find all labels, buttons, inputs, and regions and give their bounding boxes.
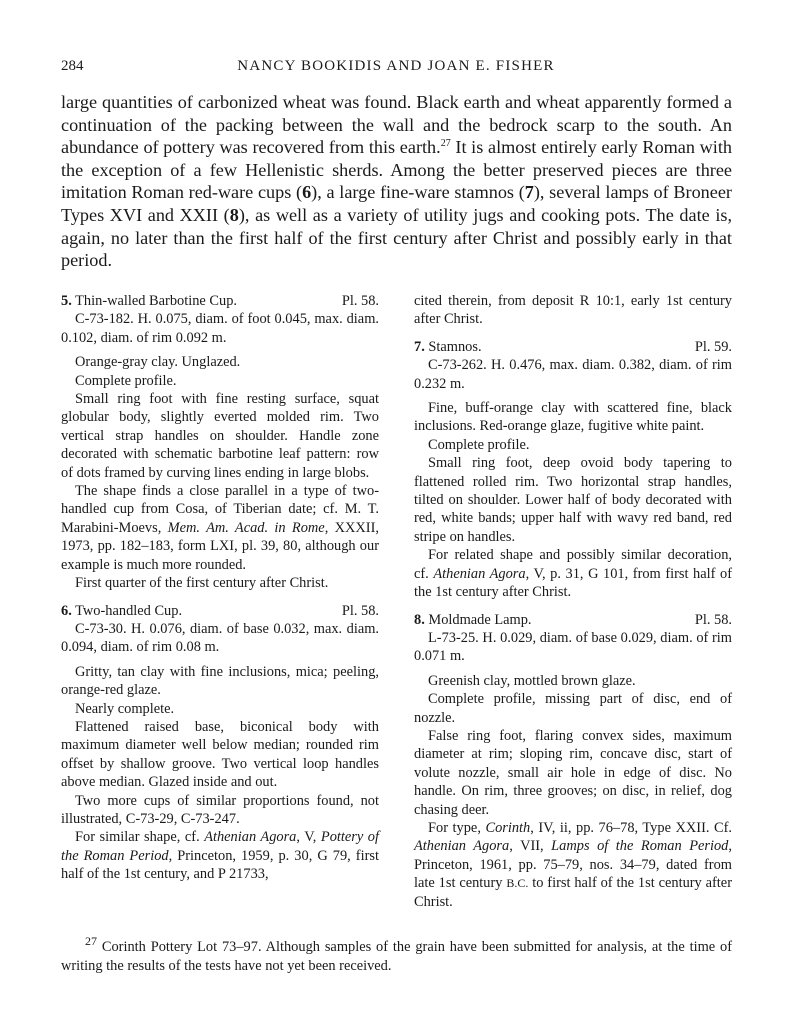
shape-description: Small ring foot with fine resting surface, squat globular body, slightly everted molded rim. Two vertical strap handles on shoulder. Handle zone decorated with schematic barbotine leaf pattern: row of dots framed by curving lines ending in large blobs. <box>61 391 379 481</box>
clay-description: Fine, buff-orange clay with scattered fine, black inclusions. Red-orange glaze, fugitive white paint. <box>414 400 732 435</box>
condition: Nearly complete. <box>75 700 175 717</box>
ref-8: 8 <box>229 204 239 225</box>
condition: Complete profile. <box>75 372 177 389</box>
catalogue-entry-7 <box>414 338 732 602</box>
left-column <box>61 292 379 893</box>
parallels: The shape finds a close parallel in a type of two-handled cup from Cosa, of Tiberian date; cf. M. T. Marabini-Moevs, Mem. Am. Acad. in Rome, XXXII, 1973, pp. 182–183, form LXI, pl. 39, 80, although our example is much more rounded. <box>61 483 379 573</box>
clay-description: Greenish clay, mottled brown glaze. <box>428 672 636 689</box>
ref-6: 6 <box>302 182 312 203</box>
condition: Complete profile. <box>428 436 530 453</box>
additional-finds: Two more cups of similar proportions found, not illustrated, C-73-29, C-73-247. <box>61 792 379 827</box>
entry-heading: 7. Stamnos. Pl. 59. <box>414 338 732 355</box>
parallels: For type, Corinth, IV, ii, pp. 76–78, Type XXII. Cf. Athenian Agora, VII, Lamps of the Roman Period, Princeton, 1961, pp. 75–79, nos. 34–79, dated from late 1st century B.C. to first half of the 1st century after Christ. <box>414 819 733 910</box>
inventory-dims: L-73-25. H. 0.029, diam. of base 0.029, diam. of rim 0.071 m. <box>414 629 732 665</box>
intro-paragraph: large quantities of carbonized wheat was found. Black earth and wheat apparently formed a continuation of the packing between the wall and the bedrock scarp to the south. An abundance of pottery was recovered from this earth.$^{27}$ It is almost entirely early Roman with the exception of a few Hellenistic sherds. Among the better preserved pieces are three imitation Roman red-ware cups (6), a large fine-ware stamnos (7), several lamps of Broneer Types XVI and XXII (8), as well as a variety of utility jugs and cooking pots. The date is, again, no later than the first half of the first century after Christ and possibly early in that period. <box>61 92 733 271</box>
catalogue-entry-5 <box>61 292 379 593</box>
entry-heading: 8. Moldmade Lamp. Pl. 58. <box>414 611 732 628</box>
entry-heading: 6. Two-handled Cup. Pl. 58. <box>61 602 379 619</box>
parallels: For related shape and possibly similar decoration, cf. Athenian Agora, V, p. 31, G 101, from first half of the 1st century after Christ. <box>414 547 732 601</box>
right-column <box>414 292 732 920</box>
page-number: 284 <box>61 58 84 74</box>
plate-ref: Pl. 59. <box>694 338 732 355</box>
footnote-number: 27 <box>85 934 97 948</box>
shape-description: Flattened raised base, biconical body with maximum diameter well below median; rounded rim offset by shallow groove. Two vertical loop handles above median. Glazed inside and out. <box>61 718 379 791</box>
inventory-dims: C-73-262. H. 0.476, max. diam. 0.382, diam. of rim 0.232 m. <box>414 357 732 392</box>
condition: Complete profile, missing part of disc, end of nozzle. <box>414 691 732 726</box>
catalogue-entry-8 <box>414 611 732 912</box>
footnote-27: $^{27}$ Corinth Pottery Lot 73–97. Although samples of the grain have been submitted for analysis, at the time of writing the results of the tests have not yet been received. <box>61 934 732 974</box>
parallels: For similar shape, cf. Athenian Agora, V, Pottery of the Roman Period, Princeton, 1959, p. 30, G 79, first half of the 1st century, and P 21733, <box>61 829 379 883</box>
inventory-dims: C-73-30. H. 0.076, diam. of base 0.032, max. diam. 0.094, diam. of rim 0.08 m. <box>61 620 379 656</box>
catalogue-entry-6 <box>61 602 379 884</box>
date: First quarter of the first century after Christ. <box>75 575 329 592</box>
ref-7: 7 <box>524 182 534 203</box>
continued-text: cited therein, from deposit R 10:1, early 1st century after Christ. <box>414 293 732 328</box>
shape-description: False ring foot, flaring convex sides, maximum diameter at rim; sloping rim, concave disc, start of volute nozzle, small air hole in edge of disc. No handle. On rim, three grooves; on disc, in relief, dog chasing deer. <box>414 727 732 818</box>
clay-description: Gritty, tan clay with fine inclusions, mica; peeling, orange-red glaze. <box>61 663 379 699</box>
entry-heading: 5. Thin-walled Barbotine Cup. Pl. 58. <box>61 293 379 309</box>
clay-description: Orange-gray clay. Unglazed. <box>75 354 241 371</box>
plate-ref: Pl. 58. <box>694 611 732 628</box>
running-head: NANCY BOOKIDIS AND JOAN E. FISHER <box>237 58 555 74</box>
plate-ref: Pl. 58. <box>341 293 379 309</box>
footnote-ref[interactable]: 27 <box>440 138 451 150</box>
inventory-dims: C-73-182. H. 0.075, diam. of foot 0.045, max. diam. 0.102, diam. of rim 0.092 m. <box>61 311 379 346</box>
shape-description: Small ring foot, deep ovoid body tapering to flattened rolled rim. Two horizontal strap handles, tilted on shoulder. Lower half of body decorated with red, white bands; upper half with wavy red band, red stripe on handles. <box>414 455 732 545</box>
plate-ref: Pl. 58. <box>341 602 379 619</box>
